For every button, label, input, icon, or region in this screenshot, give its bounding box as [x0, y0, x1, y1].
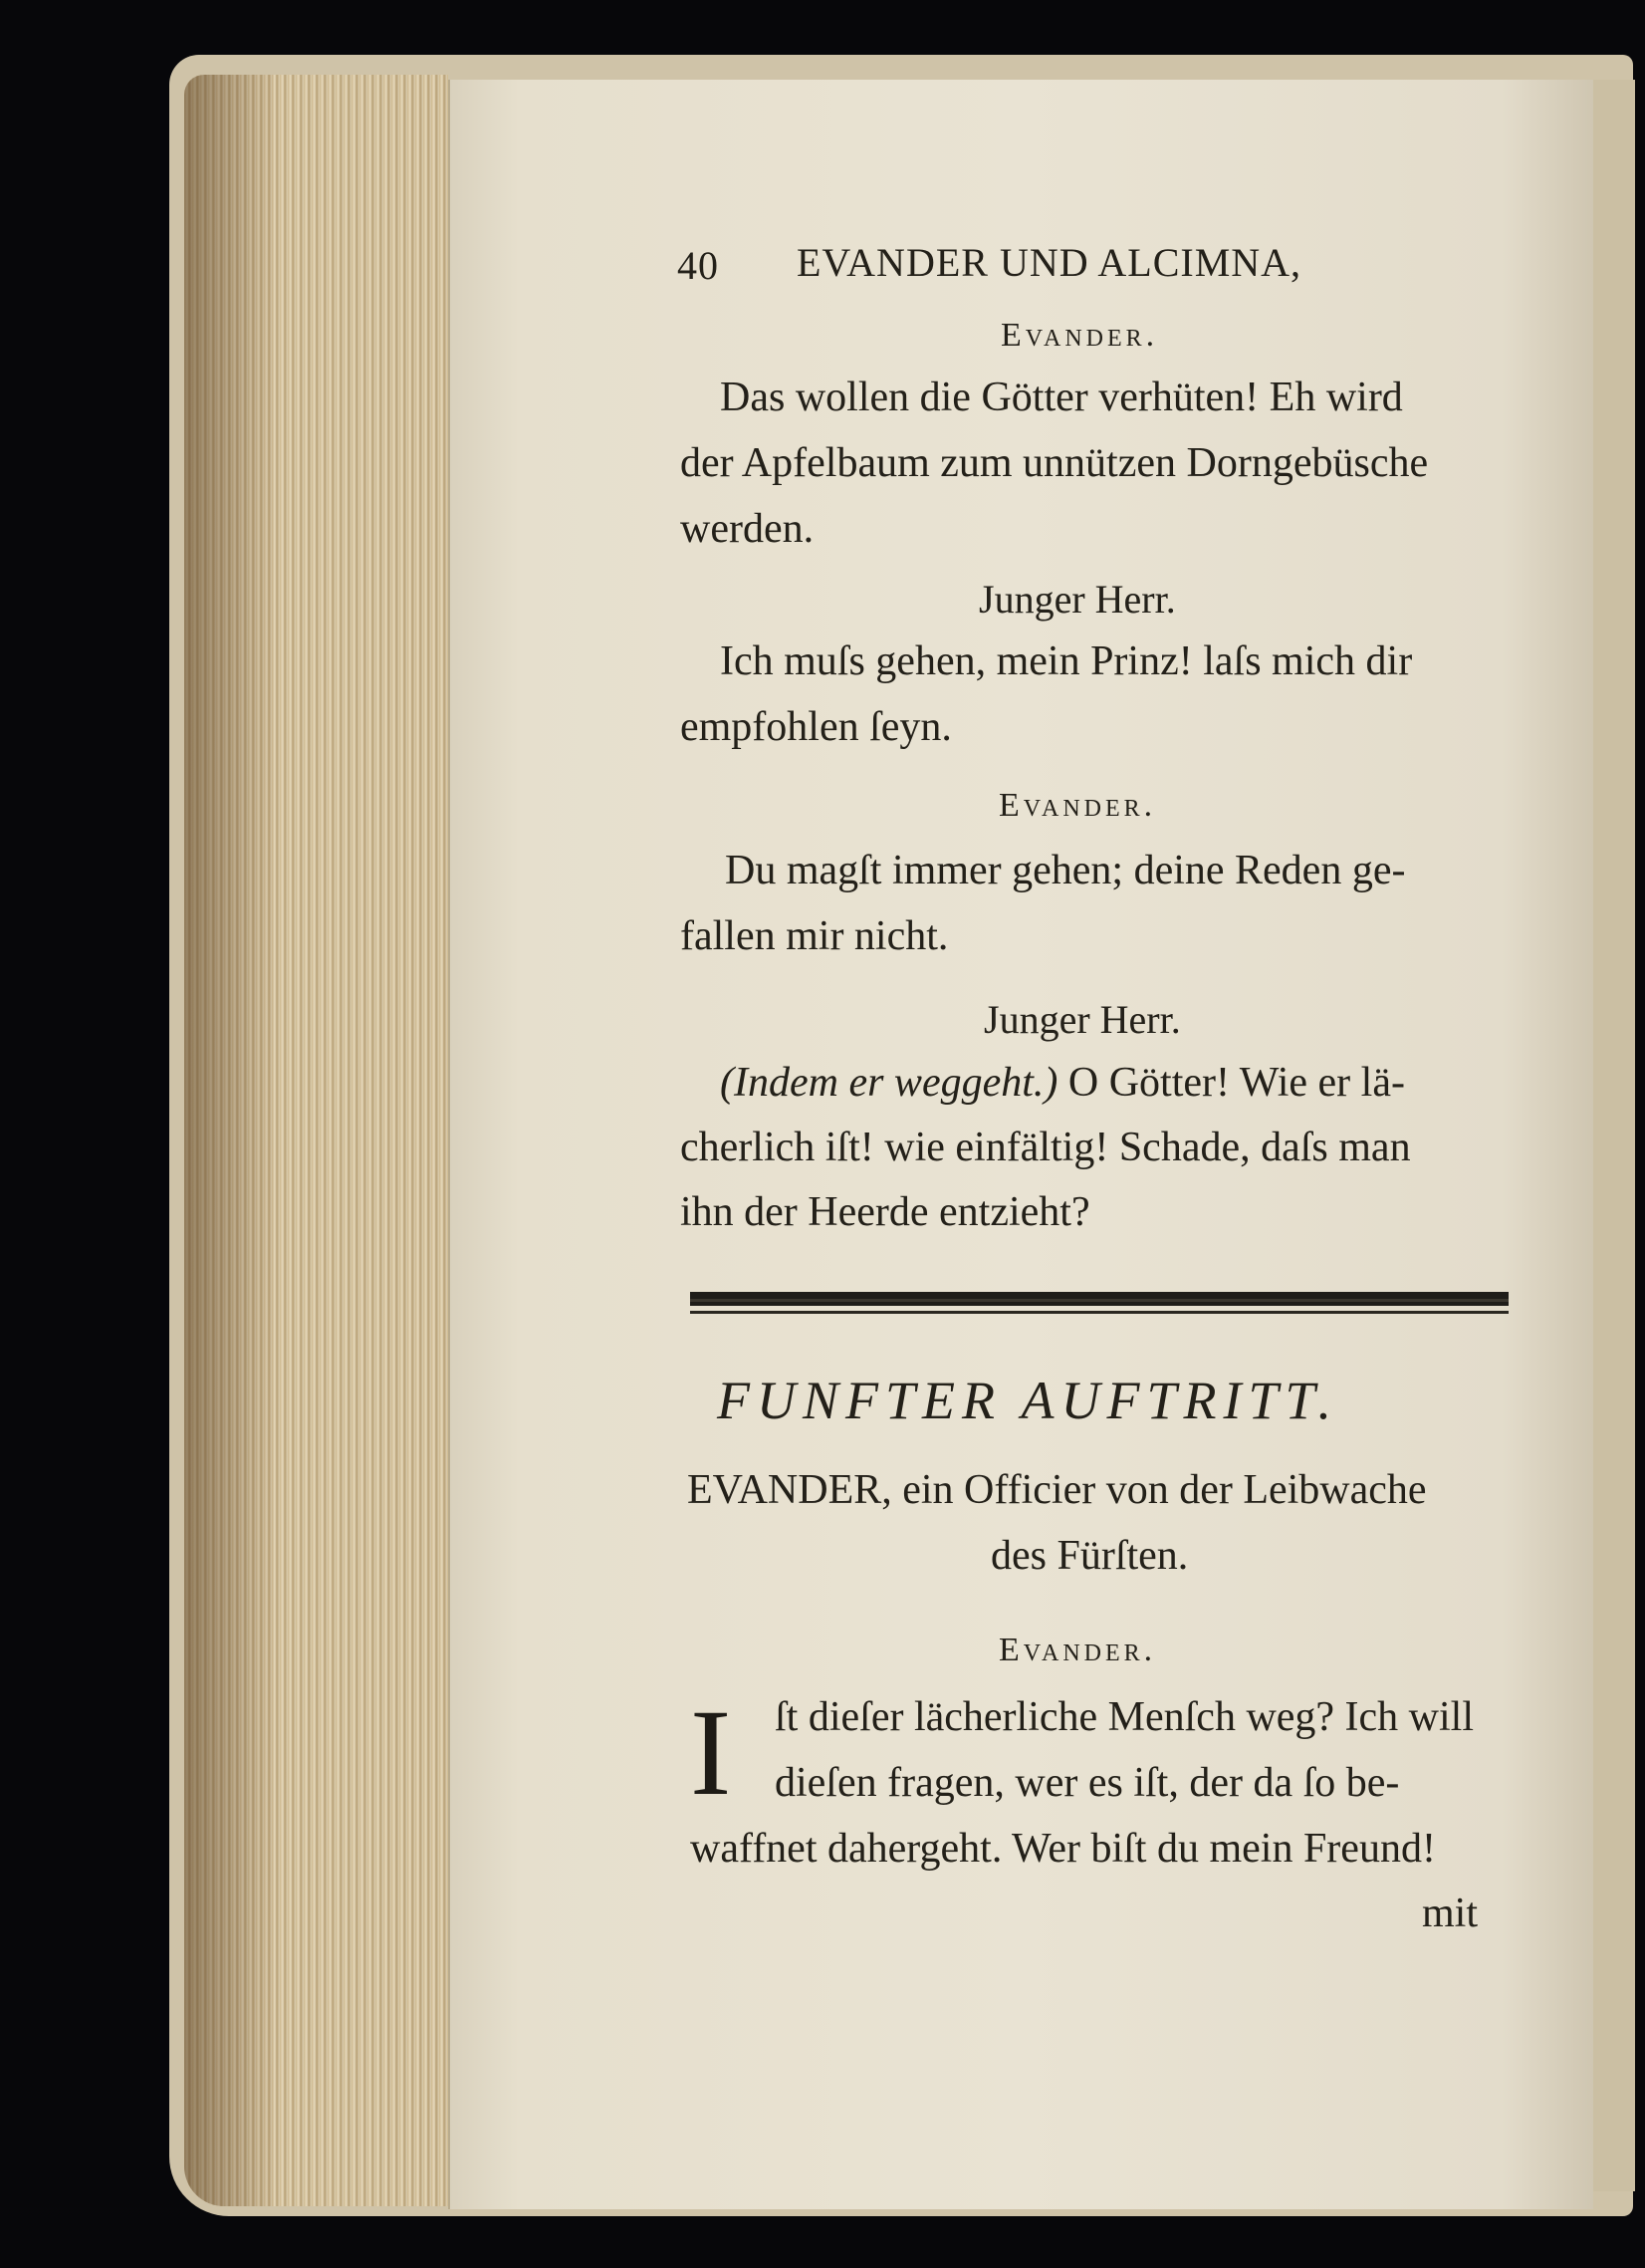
- speaker-label: Junger Herr.: [979, 577, 1176, 622]
- text-line: [720, 1059, 1405, 1107]
- cast-line: des Fürſten.: [991, 1533, 1189, 1579]
- text-line: empfohlen ſeyn.: [680, 704, 952, 750]
- text-line: fallen mir nicht.: [680, 913, 949, 959]
- facing-page-edge: [1588, 80, 1635, 2191]
- running-title: EVANDER UND ALCIMNA,: [797, 240, 1302, 285]
- text-line: der Apfelbaum zum unnützen Dorngebüsche: [680, 440, 1429, 486]
- cast-line: EVANDER, ein Officier von der Leibwache: [687, 1467, 1427, 1513]
- text-line: ihn der Heerde entzieht?: [680, 1189, 1090, 1235]
- speaker-label: Evander.: [1001, 317, 1159, 354]
- scene-heading: FUNFTER AUFTRITT.: [717, 1371, 1339, 1430]
- speaker-label: Evander.: [999, 1632, 1157, 1668]
- text-line: waffnet dahergeht. Wer biſt du mein Freund!: [690, 1826, 1436, 1872]
- text-line: dieſen fragen, wer es iſt, der da ſo be-: [775, 1760, 1400, 1806]
- page-number: 40: [677, 243, 719, 288]
- catchword: mit: [1422, 1890, 1479, 1936]
- text-line: ſt dieſer lächerliche Menſch weg? Ich will: [775, 1694, 1475, 1740]
- text-line: Du magſt immer gehen; deine Reden ge-: [725, 848, 1406, 893]
- text-line: Das wollen die Götter verhüten! Eh wird: [720, 375, 1403, 420]
- page-edges-shadow: [184, 75, 274, 2206]
- drop-cap: I: [690, 1684, 732, 1821]
- section-rule: [690, 1292, 1509, 1306]
- section-rule-thin: [690, 1311, 1509, 1314]
- text-line: werden.: [680, 506, 815, 552]
- speaker-label: Junger Herr.: [984, 997, 1181, 1042]
- speaker-label: Evander.: [999, 787, 1157, 824]
- text-line: cherlich iſt! wie einfältig! Schade, daſs man: [680, 1125, 1411, 1170]
- text-line: Ich muſs gehen, mein Prinz! laſs mich dir: [720, 638, 1413, 684]
- text-line-rest: O Götter! Wie er lä-: [1058, 1060, 1405, 1106]
- stage-direction: (Indem er weggeht.): [720, 1060, 1058, 1106]
